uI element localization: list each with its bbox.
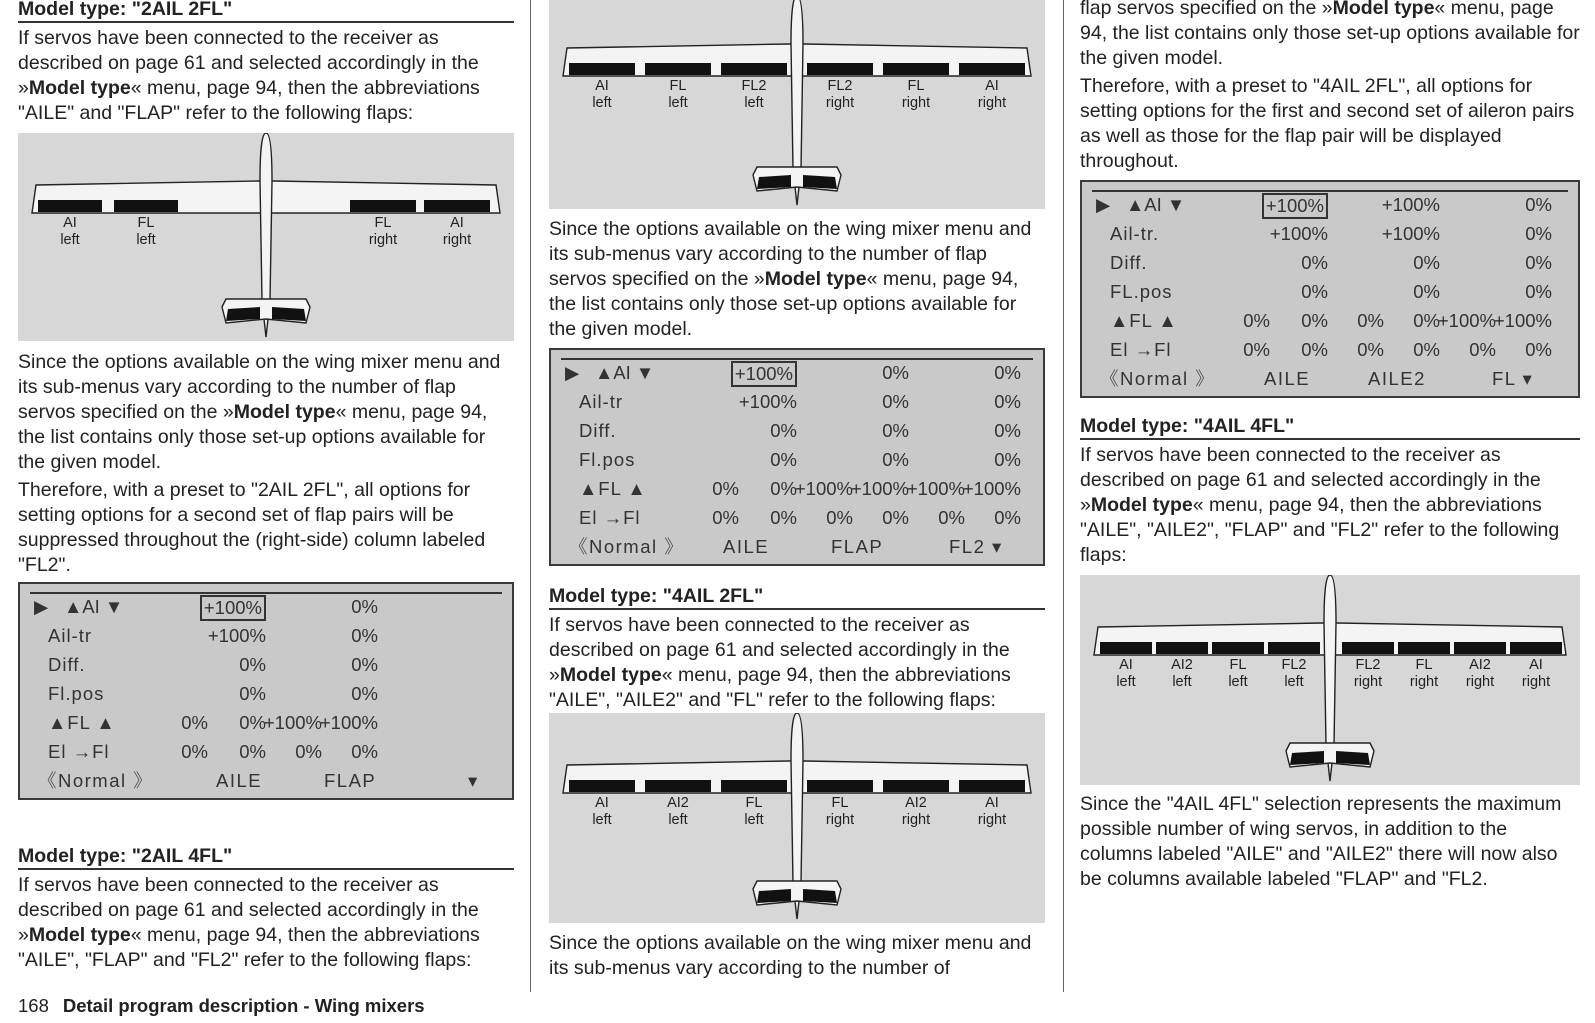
mixer-value[interactable]: 0% [239, 683, 266, 704]
flap-fl-left [1212, 642, 1264, 654]
header-value: 0% [882, 362, 909, 383]
mixer-row-label[interactable]: El →Fl [48, 741, 110, 762]
flap-fl2-left [721, 63, 787, 75]
mixer-value[interactable]: 0% [1357, 339, 1384, 360]
mixer-row-label[interactable]: Diff. [1110, 252, 1148, 273]
mixer-value[interactable]: 0% [295, 741, 322, 762]
function-selector[interactable]: ▲AI ▼ [595, 362, 655, 383]
elevator-left [757, 175, 791, 189]
intro-paragraph-3: If servos have been connected to the receiver as described on page 61 and selected accordingly in the »Model type« menu, page 94, then the abbreviations "AILE", "AILE2" and "FL" refer to the following flaps: [549, 614, 1011, 711]
mixer-value[interactable]: 0% [239, 712, 266, 733]
column-header: FLAP [831, 536, 884, 557]
mixer-row [1082, 219, 1578, 248]
flap-label: FL [374, 215, 392, 231]
mixer-row [1082, 277, 1578, 306]
selected-value-field[interactable]: +100% [1262, 193, 1328, 219]
options-paragraph-3: Since the options available on the wing mixer menu and its sub-menus vary according to the number of [549, 932, 1032, 979]
flap-side-label: left [1284, 674, 1304, 690]
elevator-right [803, 175, 837, 189]
mixer-value[interactable]: 0% [1243, 339, 1270, 360]
column-2 [549, 0, 1045, 991]
mixer-value[interactable]: +100% [794, 478, 853, 499]
options-text-2 [549, 217, 1045, 342]
flap-side-label: left [744, 812, 764, 828]
wing-drawing [549, 0, 1045, 209]
column-header: AILE [723, 536, 770, 557]
page-footer [18, 993, 425, 1019]
wing-drawing [549, 713, 1045, 923]
mixer-value[interactable]: 0% [1301, 281, 1328, 302]
screen-header-row [1082, 190, 1578, 219]
flap-side-label: right [825, 95, 855, 111]
mixer-row-label[interactable]: ▲FL ▲ [579, 478, 647, 499]
mixer-row-label[interactable]: Ail-tr [48, 625, 93, 646]
mixer-value[interactable]: 0% [239, 741, 266, 762]
mixer-row [1082, 306, 1578, 335]
mixer-value[interactable]: 0% [1525, 281, 1552, 302]
wing-diagram-2ail-2fl [18, 133, 514, 341]
mixer-row [551, 387, 1043, 416]
flap-side-label: right [825, 812, 855, 828]
flap-label: AI2 [1171, 657, 1193, 673]
mixer-value[interactable]: 0% [994, 507, 1021, 528]
flap-side-label: right [1521, 674, 1551, 690]
flap-label: AI [595, 78, 609, 94]
header-value: 0% [1525, 194, 1552, 215]
mixer-row [551, 503, 1043, 532]
flap-label: AI [450, 215, 464, 231]
options-paragraph-2: Since the options available on the wing mixer menu and its sub-menus vary according to the number of flap servos specified on the »Model type« menu, page 94, the list contains only those set-up options available for the given model. [549, 218, 1032, 340]
mixer-value[interactable]: 0% [1413, 310, 1440, 331]
flap-ai2-left [1156, 642, 1208, 654]
flap-side-label: left [668, 95, 688, 111]
header-value: 0% [994, 362, 1021, 383]
flap-fl-left [721, 780, 787, 792]
wing-diagram-4ail-4fl [1080, 575, 1580, 785]
mixer-value[interactable]: 0% [351, 741, 378, 762]
flap-side-label: right [901, 95, 931, 111]
flap-label: FL [1229, 657, 1247, 673]
flap-fl-right [807, 780, 873, 792]
mixer-row-label[interactable]: FL.pos [1110, 281, 1173, 302]
flap-label: AI [595, 795, 609, 811]
flap-label: AI2 [1469, 657, 1491, 673]
flight-phase-selector[interactable]: 《Normal 》 [38, 770, 154, 791]
mixer-screen-4ail-2fl [1080, 180, 1580, 398]
flap-side-label: right [442, 232, 472, 248]
intro-paragraph: If servos have been connected to the receiver as described on page 61 and selected accordingly in the »Model type« menu, page 94, then the abbreviations "AILE" and "FLAP" refer to the following flaps: [18, 27, 480, 124]
mixer-value[interactable]: 0% [1413, 252, 1440, 273]
column-divider-2 [1063, 0, 1064, 992]
mixer-row-label[interactable]: ▲FL ▲ [1110, 310, 1178, 331]
flap-side-label: right [1353, 674, 1383, 690]
cursor-arrow-icon: ▶ [565, 362, 580, 383]
mixer-row-label[interactable]: Ail-tr. [1110, 223, 1160, 244]
mixer-value[interactable]: +100% [962, 478, 1021, 499]
mixer-value[interactable]: 0% [882, 449, 909, 470]
column-header: FL2 ▾ [949, 536, 1003, 557]
options-paragraph-4: flap servos specified on the »Model type« menu, page 94, the list contains only those set-up options available for the given model. [1080, 0, 1580, 69]
mixer-value[interactable]: 0% [938, 507, 965, 528]
flap-side-label: left [592, 812, 612, 828]
mixer-value[interactable]: 0% [882, 420, 909, 441]
mixer-row-label[interactable]: El →Fl [1110, 339, 1172, 360]
mixer-value[interactable]: 0% [351, 625, 378, 646]
mixer-value[interactable]: +100% [207, 625, 266, 646]
flap-label: FL [745, 795, 763, 811]
flap-side-label: left [1116, 674, 1136, 690]
flap-side-label: right [1409, 674, 1439, 690]
heading-4ail-4fl: Model type: "4AIL 4FL" [1080, 415, 1580, 440]
flap-side-label: left [1172, 674, 1192, 690]
mixer-value[interactable]: 0% [181, 712, 208, 733]
cursor-arrow-icon: ▶ [1096, 194, 1111, 215]
mixer-screen-2ail-4fl [549, 348, 1045, 566]
footer-title: Detail program description - Wing mixers [62, 995, 425, 1016]
mixer-screen-2ail-2fl [18, 582, 514, 800]
mixer-row-label[interactable]: ▲FL ▲ [48, 712, 116, 733]
flap-fl-left [645, 63, 711, 75]
cursor-arrow-icon: ▶ [34, 596, 49, 617]
screen-footer-row [551, 532, 1043, 561]
flap-side-label: right [368, 232, 398, 248]
mixer-value[interactable]: 0% [770, 449, 797, 470]
heading-2ail-2fl: Model type: "2AIL 2FL" [18, 0, 514, 23]
mixer-value[interactable]: 0% [1301, 339, 1328, 360]
mixer-value[interactable]: +100% [263, 712, 322, 733]
flap-label: FL2 [1355, 657, 1381, 673]
flap-label: AI2 [667, 795, 689, 811]
header-value: +100% [1381, 194, 1440, 215]
mixer-value[interactable]: 0% [351, 683, 378, 704]
flap-label: AI [1529, 657, 1543, 673]
wing-diagram-4ail-2fl [549, 713, 1045, 923]
mixer-value[interactable]: +100% [319, 712, 378, 733]
flap-fl2-left [1268, 642, 1320, 654]
intro-paragraph-4: If servos have been connected to the receiver as described on page 61 and selected accordingly in the »Model type« menu, page 94, then the abbreviations "AILE", "AILE2", "FLAP" and "FL2" refer to the following flaps: [1080, 444, 1560, 566]
selected-value-field[interactable]: +100% [731, 361, 797, 387]
mixer-row [551, 474, 1043, 503]
mixer-value[interactable]: 0% [770, 478, 797, 499]
mixer-value[interactable]: 0% [1413, 339, 1440, 360]
mixer-value[interactable]: 0% [1357, 310, 1384, 331]
intro-paragraph-2: If servos have been connected to the receiver as described on page 61 and selected accordingly in the »Model type« menu, page 94, then the abbreviations "AILE", "FLAP" and "FL2" refer to the following flaps: [18, 874, 480, 971]
column-3 [1080, 0, 1580, 991]
screen-footer-row [1082, 364, 1578, 393]
flap-side-label: left [668, 812, 688, 828]
mixer-value[interactable]: +100% [738, 391, 797, 412]
mixer-value[interactable]: 0% [181, 741, 208, 762]
flap-ai-right [959, 780, 1025, 792]
mixer-value[interactable]: 0% [1413, 281, 1440, 302]
mixer-value[interactable]: 0% [826, 507, 853, 528]
mixer-row-label[interactable]: Diff. [48, 654, 86, 675]
mixer-value[interactable]: 0% [994, 449, 1021, 470]
section-2ail-4fl [18, 845, 514, 973]
flap-side-label: right [901, 812, 931, 828]
flap-label: AI [985, 795, 999, 811]
mixer-row-label[interactable]: Ail-tr [579, 391, 624, 412]
flap-fl2-right [1342, 642, 1394, 654]
screen-footer-row [20, 766, 512, 795]
flight-phase-selector[interactable]: 《Normal 》 [569, 536, 685, 557]
flap-fl-left [114, 200, 178, 212]
section-4ail-2fl [549, 585, 1045, 713]
mixer-row [551, 416, 1043, 445]
flap-label: FL [137, 215, 155, 231]
mixer-row-label[interactable]: Fl.pos [579, 449, 636, 470]
mixer-value[interactable]: +100% [850, 478, 909, 499]
flap-label: FL2 [827, 78, 853, 94]
function-selector[interactable]: ▲AI ▼ [1126, 194, 1186, 215]
mixer-row [20, 708, 512, 737]
flap-side-label: right [977, 812, 1007, 828]
elevator-right [803, 889, 837, 903]
summary-text [1080, 792, 1580, 892]
flap-label: FL [1415, 657, 1433, 673]
flap-label: FL [907, 78, 925, 94]
flap-ai-left [569, 63, 635, 75]
mixer-value[interactable]: +100% [1381, 223, 1440, 244]
column-header: FLAP [324, 770, 377, 791]
flap-ai-right [1510, 642, 1562, 654]
preset-paragraph: Therefore, with a preset to "2AIL 2FL", all options for setting options for a second set of flap pairs will be suppressed throughout the (right-side) column labeled "FL2". [18, 479, 486, 576]
flap-label: AI [63, 215, 77, 231]
elevator-left [1290, 751, 1324, 765]
flap-side-label: left [1228, 674, 1248, 690]
mixer-row [551, 445, 1043, 474]
flap-label: FL [669, 78, 687, 94]
elevator-left [226, 307, 260, 321]
screen-header-row [20, 592, 512, 621]
wing-drawing [1080, 575, 1580, 785]
flap-side-label: left [60, 232, 80, 248]
mixer-value[interactable]: 0% [1301, 252, 1328, 273]
flap-fl-right [883, 63, 949, 75]
mixer-row [1082, 248, 1578, 277]
mixer-value[interactable]: 0% [770, 507, 797, 528]
mixer-value[interactable]: +100% [906, 478, 965, 499]
options-text-3 [549, 931, 1045, 981]
flap-fl-right [1398, 642, 1450, 654]
mixer-row [20, 650, 512, 679]
mixer-row [1082, 335, 1578, 364]
options-text [18, 350, 514, 578]
flap-side-label: right [1465, 674, 1495, 690]
elevator-right [272, 307, 306, 321]
mixer-value[interactable]: +100% [1493, 310, 1552, 331]
preset-paragraph-2: Therefore, with a preset to "4AIL 2FL", all options for setting options for the first and second set of aileron pairs as well as those for the flap pair will be displayed throughout. [1080, 75, 1575, 172]
mixer-row [20, 737, 512, 766]
column-header: AILE [1264, 368, 1311, 389]
mixer-value[interactable]: 0% [994, 391, 1021, 412]
mixer-value[interactable]: 0% [882, 507, 909, 528]
column-header: AILE2 [1368, 368, 1426, 389]
flap-label: FL2 [1281, 657, 1307, 673]
mixer-row-label[interactable]: El →Fl [579, 507, 641, 528]
mixer-value[interactable]: +100% [1269, 223, 1328, 244]
heading-4ail-2fl: Model type: "4AIL 2FL" [549, 585, 1045, 610]
mixer-value[interactable]: 0% [1469, 339, 1496, 360]
column-divider [530, 0, 531, 992]
mixer-value[interactable]: 0% [882, 391, 909, 412]
mixer-value[interactable]: 0% [712, 507, 739, 528]
flap-side-label: right [977, 95, 1007, 111]
elevator-right [1336, 751, 1370, 765]
flight-phase-selector[interactable]: 《Normal 》 [1100, 368, 1216, 389]
column-header: FL ▾ [1492, 368, 1534, 389]
flap-side-label: left [136, 232, 156, 248]
options-text-4 [1080, 0, 1580, 174]
page-number: 168 [18, 995, 49, 1016]
section-2ail-2fl [18, 0, 514, 126]
flap-side-label: left [592, 95, 612, 111]
mixer-row-label[interactable]: Diff. [579, 420, 617, 441]
elevator-left [757, 889, 791, 903]
mixer-value[interactable]: 0% [351, 654, 378, 675]
column-header: ▾ [468, 770, 479, 791]
flap-ai2-right [1454, 642, 1506, 654]
flap-ai-left [1100, 642, 1152, 654]
flap-label: FL [831, 795, 849, 811]
mixer-value[interactable]: +100% [1437, 310, 1496, 331]
flap-label: FL2 [741, 78, 767, 94]
flap-ai-right [424, 200, 490, 212]
mixer-row [20, 621, 512, 650]
column-1 [18, 0, 514, 991]
section-4ail-4fl [1080, 415, 1580, 568]
flap-label: AI2 [905, 795, 927, 811]
screen-header-row [551, 358, 1043, 387]
flap-ai-left [38, 200, 102, 212]
mixer-row-label[interactable]: Fl.pos [48, 683, 105, 704]
flap-fl2-right [807, 63, 873, 75]
selected-value-field[interactable]: +100% [200, 595, 266, 621]
mixer-value[interactable]: 0% [712, 478, 739, 499]
flap-label: AI [985, 78, 999, 94]
mixer-value[interactable]: 0% [1243, 310, 1270, 331]
function-selector[interactable]: ▲AI ▼ [64, 596, 124, 617]
flap-ai2-left [645, 780, 711, 792]
flap-label: AI [1119, 657, 1133, 673]
mixer-value[interactable]: 0% [770, 420, 797, 441]
header-value: 0% [351, 596, 378, 617]
flap-fl-right [350, 200, 416, 212]
options-paragraph: Since the options available on the wing mixer menu and its sub-menus vary according to the number of flap servos specified on the »Model type« menu, page 94, the list contains only those set-up options available for the given model. [18, 351, 501, 473]
mixer-value[interactable]: 0% [1525, 339, 1552, 360]
wing-drawing [18, 133, 514, 341]
mixer-row [20, 679, 512, 708]
flap-side-label: left [744, 95, 764, 111]
column-header: AILE [216, 770, 263, 791]
flap-ai-right [959, 63, 1025, 75]
summary-paragraph: Since the "4AIL 4FL" selection represents the maximum possible number of wing servos, in addition to the columns labeled "AILE" and "AILE2" there will now also be columns available labeled "FLAP" and "FL2. [1080, 793, 1562, 890]
mixer-value[interactable]: 0% [1525, 223, 1552, 244]
mixer-value[interactable]: 0% [1301, 310, 1328, 331]
wing-diagram-2ail-4fl [549, 0, 1045, 209]
flap-ai2-right [883, 780, 949, 792]
mixer-value[interactable]: 0% [1525, 252, 1552, 273]
mixer-value[interactable]: 0% [994, 420, 1021, 441]
mixer-value[interactable]: 0% [239, 654, 266, 675]
heading-2ail-4fl: Model type: "2AIL 4FL" [18, 845, 514, 870]
flap-ai-left [569, 780, 635, 792]
